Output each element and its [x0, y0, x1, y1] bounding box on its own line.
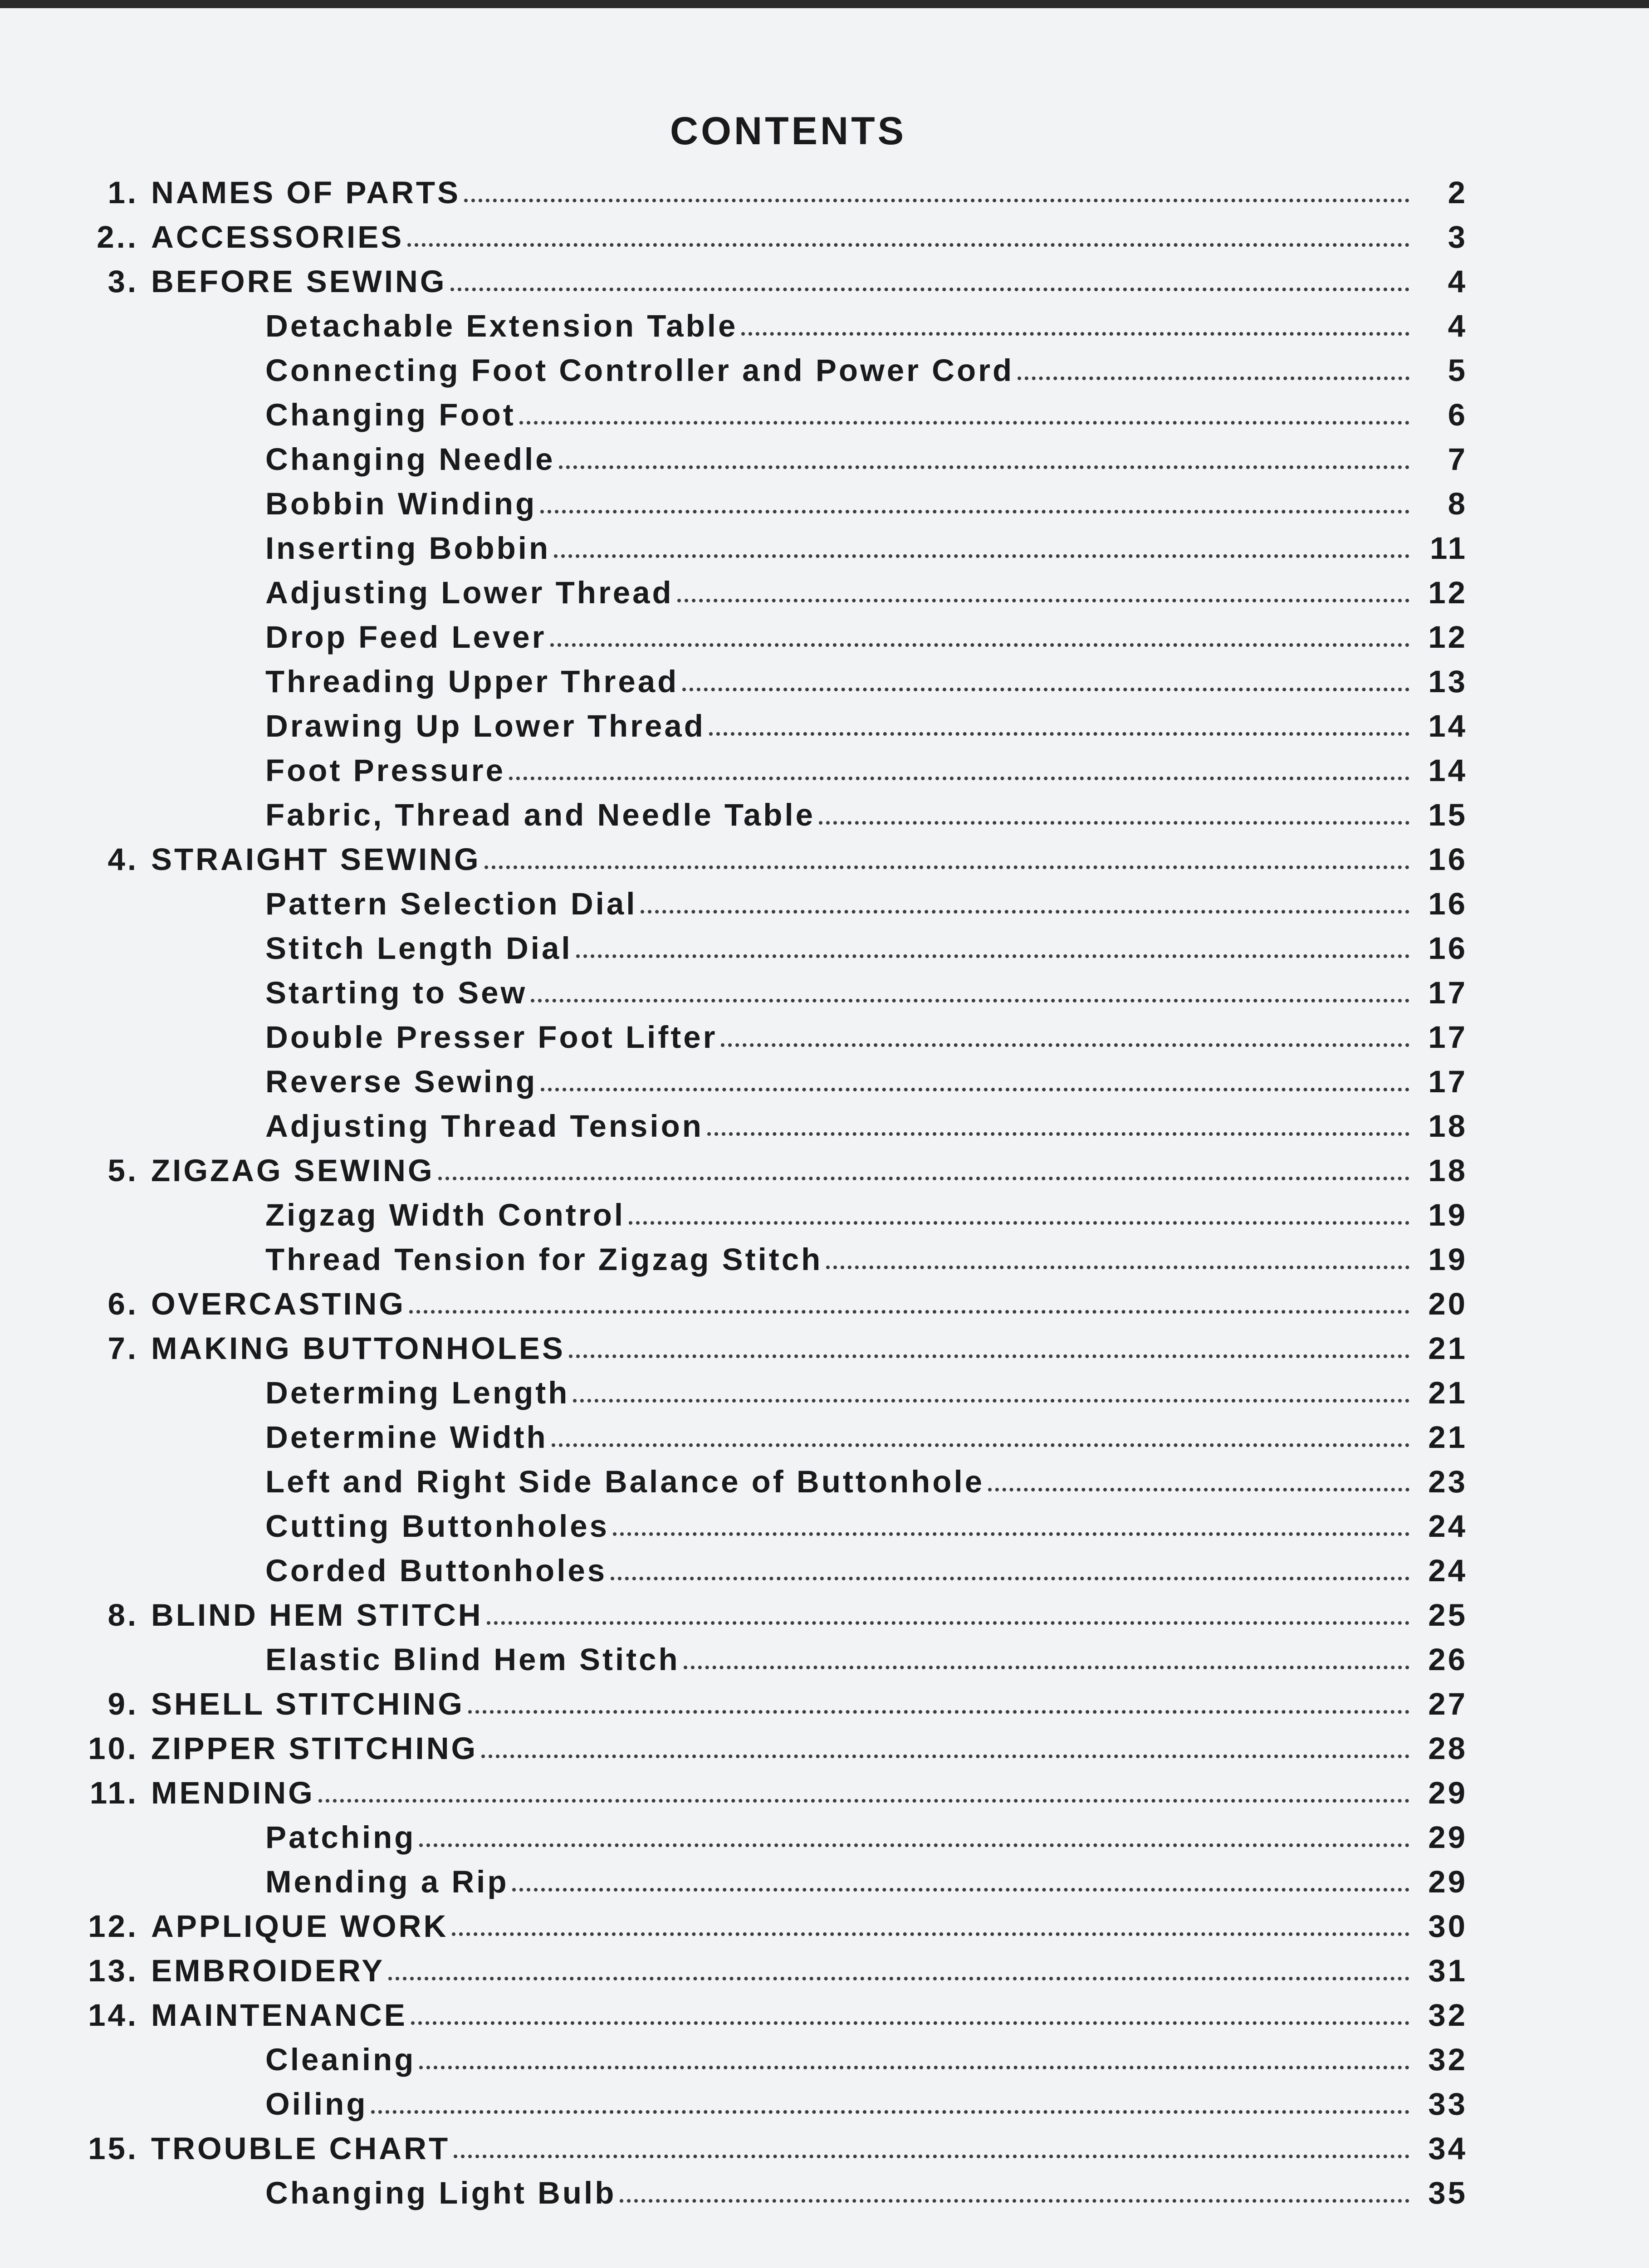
dot-leader — [554, 554, 1409, 558]
toc-entry-label: Threading Upper Thread — [265, 664, 679, 699]
toc-entry-number: 9. — [108, 1686, 138, 1721]
toc-entry-page-number: 24 — [1428, 1508, 1468, 1544]
toc-subsection-entry — [265, 1015, 1468, 1059]
toc-entry-label: Corded Buttonholes — [265, 1553, 607, 1588]
page-title: CONTENTS — [670, 109, 906, 153]
dot-leader — [468, 1710, 1409, 1714]
toc-subsection-entry — [265, 392, 1468, 437]
toc-section-entry — [79, 1770, 1468, 1815]
dot-leader — [721, 1043, 1409, 1047]
toc-entry-page-number: 17 — [1428, 1019, 1468, 1055]
toc-entry-label: APPLIQUE WORK — [151, 1908, 449, 1944]
toc-entry-label: Determine Width — [265, 1419, 548, 1455]
dot-leader — [540, 510, 1409, 513]
dot-leader — [419, 1843, 1409, 1847]
dot-leader — [450, 288, 1409, 291]
dot-leader — [464, 199, 1409, 202]
toc-section-entry — [79, 1904, 1468, 1948]
toc-entry-page-number: 5 — [1448, 352, 1468, 388]
toc-entry-number: 12. — [88, 1908, 138, 1944]
toc-section-entry — [79, 2126, 1468, 2170]
toc-entry-label: TROUBLE CHART — [151, 2131, 450, 2166]
dot-leader — [512, 1888, 1409, 1892]
toc-subsection-entry — [265, 481, 1468, 526]
toc-entry-label: ZIPPER STITCHING — [151, 1730, 478, 1766]
toc-entry-number: 15. — [88, 2131, 138, 2166]
dot-leader — [620, 2199, 1409, 2203]
toc-entry-page-number: 2 — [1448, 175, 1468, 210]
toc-subsection-entry — [265, 1637, 1468, 1681]
dot-leader — [454, 2155, 1409, 2158]
dot-leader — [371, 2110, 1409, 2114]
toc-entry-number: 7. — [108, 1330, 138, 1366]
toc-entry-page-number: 29 — [1428, 1864, 1468, 1899]
toc-entry-page-number: 23 — [1428, 1464, 1468, 1499]
toc-entry-label: OVERCASTING — [151, 1286, 406, 1321]
toc-entry-page-number: 21 — [1428, 1330, 1468, 1366]
dot-leader — [407, 243, 1409, 247]
dot-leader — [573, 1399, 1409, 1403]
dot-leader — [519, 421, 1409, 425]
dot-leader — [682, 688, 1409, 691]
toc-entry-page-number: 16 — [1428, 930, 1468, 966]
toc-entry-page-number: 25 — [1428, 1597, 1468, 1633]
toc-entry-label: Drop Feed Lever — [265, 619, 547, 655]
toc-subsection-entry — [265, 748, 1468, 792]
toc-subsection-entry — [265, 437, 1468, 481]
toc-entry-label: MENDING — [151, 1775, 315, 1810]
toc-entry-number: 3. — [108, 264, 138, 299]
toc-entry-label: Connecting Foot Controller and Power Cord — [265, 352, 1014, 388]
toc-entry-page-number: 17 — [1428, 975, 1468, 1010]
toc-entry-label: Adjusting Thread Tension — [265, 1108, 704, 1144]
dot-leader — [677, 599, 1409, 602]
toc-entry-number: 4. — [108, 841, 138, 877]
dot-leader — [1018, 376, 1409, 380]
toc-entry-number: 6. — [108, 1286, 138, 1321]
dot-leader — [641, 910, 1409, 914]
toc-entry-page-number: 27 — [1428, 1686, 1468, 1721]
toc-entry-page-number: 32 — [1428, 1997, 1468, 2033]
toc-entry-page-number: 29 — [1428, 1775, 1468, 1810]
toc-entry-page-number: 31 — [1428, 1953, 1468, 1988]
toc-entry-page-number: 14 — [1428, 753, 1468, 788]
dot-leader — [509, 777, 1409, 780]
toc-entry-page-number: 8 — [1448, 486, 1468, 521]
toc-entry-page-number: 16 — [1428, 841, 1468, 877]
dot-leader — [707, 1132, 1409, 1136]
toc-entry-page-number: 35 — [1428, 2175, 1468, 2210]
toc-entry-label: Cleaning — [265, 2042, 416, 2077]
toc-entry-page-number: 3 — [1448, 219, 1468, 254]
toc-entry-page-number: 18 — [1428, 1108, 1468, 1144]
toc-entry-page-number: 30 — [1428, 1908, 1468, 1944]
toc-subsection-entry — [265, 570, 1468, 615]
toc-entry-page-number: 21 — [1428, 1419, 1468, 1455]
toc-subsection-entry — [265, 1415, 1468, 1459]
toc-subsection-entry — [265, 2082, 1468, 2126]
dot-leader — [576, 954, 1410, 958]
toc-entry-label: BEFORE SEWING — [151, 264, 447, 299]
dot-leader — [484, 865, 1409, 869]
toc-subsection-entry — [265, 2037, 1468, 2082]
toc-section-entry — [79, 837, 1468, 881]
toc-entry-number: 8. — [108, 1597, 138, 1633]
toc-entry-label: Double Presser Foot Lifter — [265, 1019, 718, 1055]
toc-entry-label: Cutting Buttonholes — [265, 1508, 610, 1544]
dot-leader — [819, 821, 1409, 825]
dot-leader — [550, 643, 1410, 647]
toc-section-entry — [79, 259, 1468, 303]
toc-entry-number: 2.. — [97, 219, 138, 254]
toc-entry-label: Bobbin Winding — [265, 486, 537, 521]
toc-entry-label: Changing Light Bulb — [265, 2175, 617, 2210]
dot-leader — [741, 332, 1409, 336]
toc-entry-page-number: 12 — [1428, 575, 1468, 610]
toc-entry-page-number: 24 — [1428, 1553, 1468, 1588]
toc-entry-label: Mending a Rip — [265, 1864, 509, 1899]
toc-entry-label: Patching — [265, 1819, 416, 1855]
toc-entry-label: Inserting Bobbin — [265, 530, 551, 566]
toc-entry-label: Pattern Selection Dial — [265, 886, 637, 921]
toc-section-entry — [79, 1726, 1468, 1770]
toc-entry-label: NAMES OF PARTS — [151, 175, 461, 210]
toc-subsection-entry — [265, 1459, 1468, 1504]
toc-section-entry — [79, 1148, 1468, 1193]
toc-subsection-entry — [265, 1237, 1468, 1281]
toc-section-entry — [79, 1593, 1468, 1637]
toc-entry-label: Zigzag Width Control — [265, 1197, 626, 1232]
dot-leader — [988, 1488, 1409, 1491]
toc-entry-label: EMBROIDERY — [151, 1953, 385, 1988]
toc-entry-page-number: 6 — [1448, 397, 1468, 432]
toc-entry-label: Fabric, Thread and Needle Table — [265, 797, 816, 832]
toc-subsection-entry — [265, 659, 1468, 704]
toc-section-entry — [79, 1681, 1468, 1726]
toc-subsection-entry — [265, 1815, 1468, 1859]
toc-entry-page-number: 18 — [1428, 1153, 1468, 1188]
toc-entry-number: 5. — [108, 1153, 138, 1188]
dot-leader — [684, 1666, 1409, 1669]
dot-leader — [419, 2066, 1409, 2069]
toc-subsection-entry — [265, 1193, 1468, 1237]
dot-leader — [318, 1799, 1409, 1803]
toc-subsection-entry — [265, 1859, 1468, 1904]
toc-entry-label: Changing Needle — [265, 441, 555, 477]
toc-entry-page-number: 17 — [1428, 1064, 1468, 1099]
toc-entry-page-number: 32 — [1428, 2042, 1468, 2077]
dot-leader — [826, 1266, 1409, 1269]
toc-subsection-entry — [265, 792, 1468, 837]
dot-leader — [552, 1443, 1409, 1447]
dot-leader — [569, 1354, 1409, 1358]
toc-section-entry — [79, 1993, 1468, 2037]
toc-section-entry — [79, 1281, 1468, 1326]
toc-entry-page-number: 29 — [1428, 1819, 1468, 1855]
toc-entry-page-number: 16 — [1428, 886, 1468, 921]
dot-leader — [629, 1221, 1409, 1225]
dot-leader — [559, 465, 1409, 469]
toc-subsection-entry — [265, 615, 1468, 659]
toc-entry-label: BLIND HEM STITCH — [151, 1597, 483, 1633]
dot-leader — [452, 1932, 1409, 1936]
toc-entry-page-number: 34 — [1428, 2131, 1468, 2166]
toc-subsection-entry — [265, 2170, 1468, 2215]
dot-leader — [531, 999, 1409, 1002]
toc-subsection-entry — [265, 303, 1468, 348]
toc-entry-label: Adjusting Lower Thread — [265, 575, 674, 610]
toc-section-entry — [79, 170, 1468, 215]
dot-leader — [409, 1310, 1409, 1314]
toc-entry-page-number: 19 — [1428, 1242, 1468, 1277]
toc-subsection-entry — [265, 1370, 1468, 1415]
toc-entry-label: Elastic Blind Hem Stitch — [265, 1642, 680, 1677]
toc-entry-label: ACCESSORIES — [151, 219, 404, 254]
dot-leader — [388, 1977, 1409, 1980]
toc-entry-label: Changing Foot — [265, 397, 516, 432]
toc-subsection-entry — [265, 1548, 1468, 1593]
dot-leader — [438, 1177, 1409, 1180]
toc-entry-page-number: 14 — [1428, 708, 1468, 743]
toc-entry-page-number: 33 — [1428, 2086, 1468, 2121]
toc-entry-page-number: 26 — [1428, 1642, 1468, 1677]
toc-entry-page-number: 12 — [1428, 619, 1468, 655]
toc-entry-page-number: 21 — [1428, 1375, 1468, 1410]
toc-entry-number: 10. — [88, 1730, 138, 1766]
dot-leader — [709, 732, 1409, 736]
toc-entry-page-number: 28 — [1428, 1730, 1468, 1766]
toc-entry-label: Detachable Extension Table — [265, 308, 738, 343]
toc-entry-label: Thread Tension for Zigzag Stitch — [265, 1242, 823, 1277]
toc-subsection-entry — [265, 1104, 1468, 1148]
toc-subsection-entry — [265, 348, 1468, 392]
dot-leader — [541, 1088, 1409, 1091]
dot-leader — [613, 1532, 1409, 1536]
toc-entry-label: SHELL STITCHING — [151, 1686, 465, 1721]
toc-entry-label: Oiling — [265, 2086, 368, 2121]
toc-entry-label: Reverse Sewing — [265, 1064, 538, 1099]
toc-entry-label: Starting to Sew — [265, 975, 528, 1010]
toc-entry-page-number: 13 — [1428, 664, 1468, 699]
toc-entry-page-number: 20 — [1428, 1286, 1468, 1321]
toc-subsection-entry — [265, 1059, 1468, 1104]
toc-entry-label: STRAIGHT SEWING — [151, 841, 481, 877]
toc-entry-number: 14. — [88, 1997, 138, 2033]
toc-entry-label: Drawing Up Lower Thread — [265, 708, 705, 743]
toc-entry-label: MAKING BUTTONHOLES — [151, 1330, 565, 1366]
toc-entry-page-number: 11 — [1430, 530, 1468, 566]
toc-subsection-entry — [265, 704, 1468, 748]
toc-entry-page-number: 4 — [1448, 308, 1468, 343]
toc-entry-number: 11. — [89, 1775, 138, 1810]
toc-entry-label: ZIGZAG SEWING — [151, 1153, 435, 1188]
toc-subsection-entry — [265, 970, 1468, 1015]
toc-subsection-entry — [265, 1504, 1468, 1548]
toc-entry-label: Stitch Length Dial — [265, 930, 573, 966]
dot-leader — [487, 1621, 1409, 1625]
toc-section-entry — [79, 1948, 1468, 1993]
toc-entry-page-number: 19 — [1428, 1197, 1468, 1232]
toc-subsection-entry — [265, 926, 1468, 970]
toc-entry-label: MAINTENANCE — [151, 1997, 407, 2033]
toc-entry-page-number: 7 — [1448, 441, 1468, 477]
toc-entry-label: Foot Pressure — [265, 753, 505, 788]
toc-entry-label: Determing Length — [265, 1375, 570, 1410]
toc-entry-number: 13. — [88, 1953, 138, 1988]
dot-leader — [611, 1577, 1409, 1580]
toc-section-entry — [79, 215, 1468, 259]
toc-entry-page-number: 4 — [1448, 264, 1468, 299]
toc-entry-page-number: 15 — [1428, 797, 1468, 832]
document-page — [0, 8, 1649, 2268]
dot-leader — [481, 1755, 1409, 1758]
toc-subsection-entry — [265, 881, 1468, 926]
dot-leader — [411, 2021, 1409, 2025]
toc-subsection-entry — [265, 526, 1468, 570]
toc-entry-number: 1. — [108, 175, 138, 210]
toc-section-entry — [79, 1326, 1468, 1370]
toc-entry-label: Left and Right Side Balance of Buttonhole — [265, 1464, 984, 1499]
